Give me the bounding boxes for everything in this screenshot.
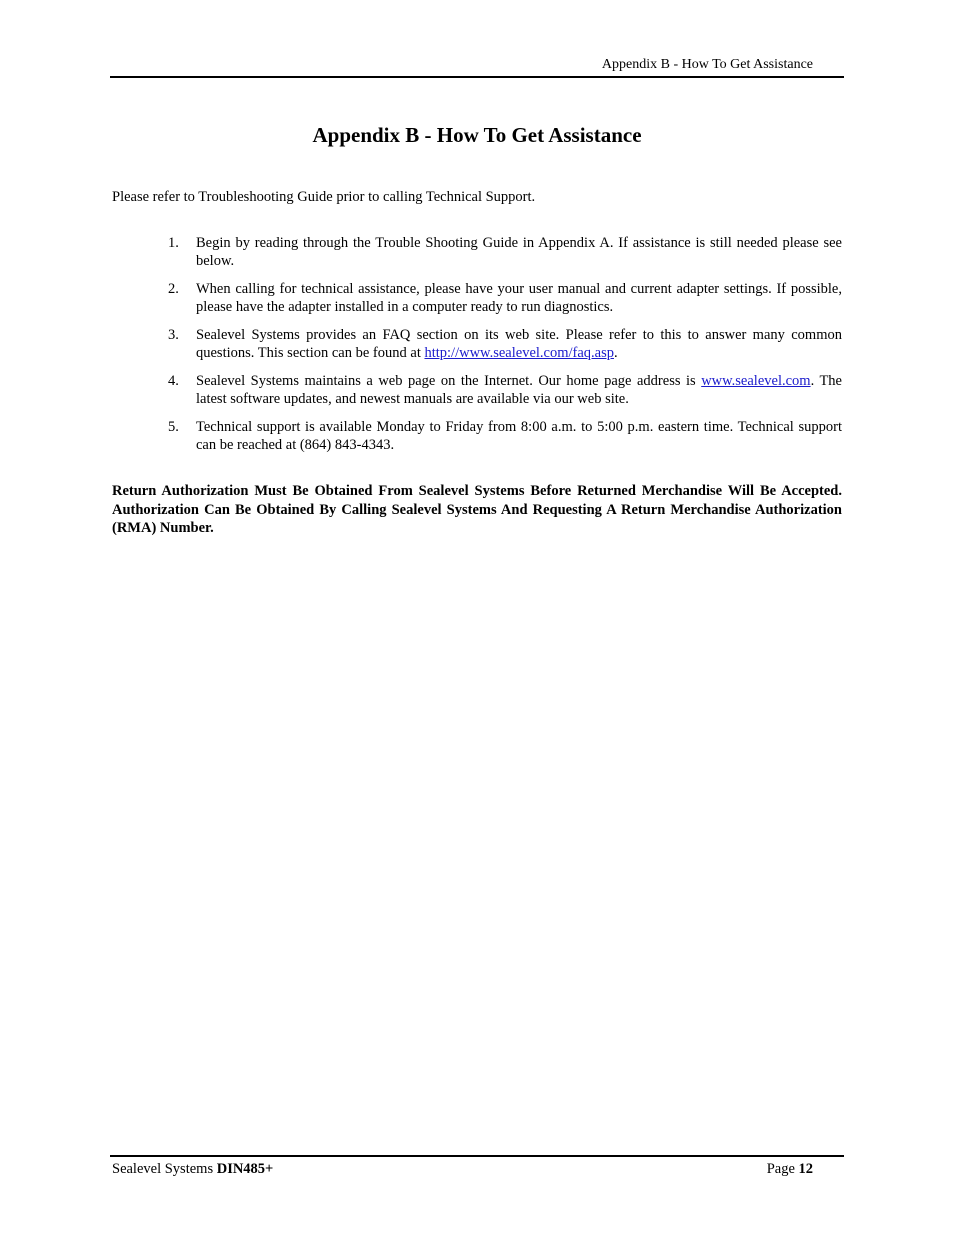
assistance-steps [112,234,842,464]
footer-product: DIN485+ [216,1161,274,1177]
homepage-link[interactable]: www.sealevel.com [701,373,811,389]
running-header: Appendix B - How To Get Assistance [601,57,813,72]
step-item [112,280,842,316]
header-rule [110,76,844,78]
step-number: 2. [168,281,179,297]
step-item [112,372,842,408]
step-text: Sealevel Systems provides an FAQ section on its web site. Please refer to this to answer many common questions. This section can be found at [196,327,842,361]
step-item [112,326,842,362]
step-text-end: . The latest software updates, and newest manuals are available via our web site. [196,373,842,407]
footer-page-label: Page [766,1161,795,1177]
step-item [112,234,842,270]
step-item [112,418,842,454]
step-number: 1. [168,235,179,251]
step-text: Technical support is available Monday to Friday from 8:00 a.m. to 5:00 p.m. eastern time. Technical support can be reached at (864) 843-4343. [196,419,842,453]
step-number: 4. [168,373,179,389]
rma-notice: Return Authorization Must Be Obtained From Sealevel Systems Before Returned Merchandise Will Be Accepted. Authorization Can Be Obtained By Calling Sealevel Systems And Requesting A Return Merchandise Authorization (RMA) Number. [112,483,842,536]
step-text: Sealevel Systems maintains a web page on the Internet. Our home page address is [196,373,702,389]
step-text-end: . [614,345,618,361]
footer-right [767,1160,813,1178]
footer-company: Sealevel Systems [112,1161,214,1177]
step-text: When calling for technical assistance, please have your user manual and current adapter settings. If possible, please have the adapter installed in a computer ready to run diagnostics. [196,281,842,315]
page-title: Appendix B - How To Get Assistance [312,123,642,147]
step-number: 5. [168,419,179,435]
faq-link[interactable]: http://www.sealevel.com/faq.asp [424,345,614,361]
step-text: Begin by reading through the Trouble Shooting Guide in Appendix A. If assistance is still needed please see below. [196,235,842,269]
intro-text: Please refer to Troubleshooting Guide prior to calling Technical Support. [112,189,536,205]
footer-rule [110,1155,844,1157]
page-number: 12 [798,1161,813,1177]
step-number: 3. [168,327,179,343]
footer-left [112,1160,273,1178]
